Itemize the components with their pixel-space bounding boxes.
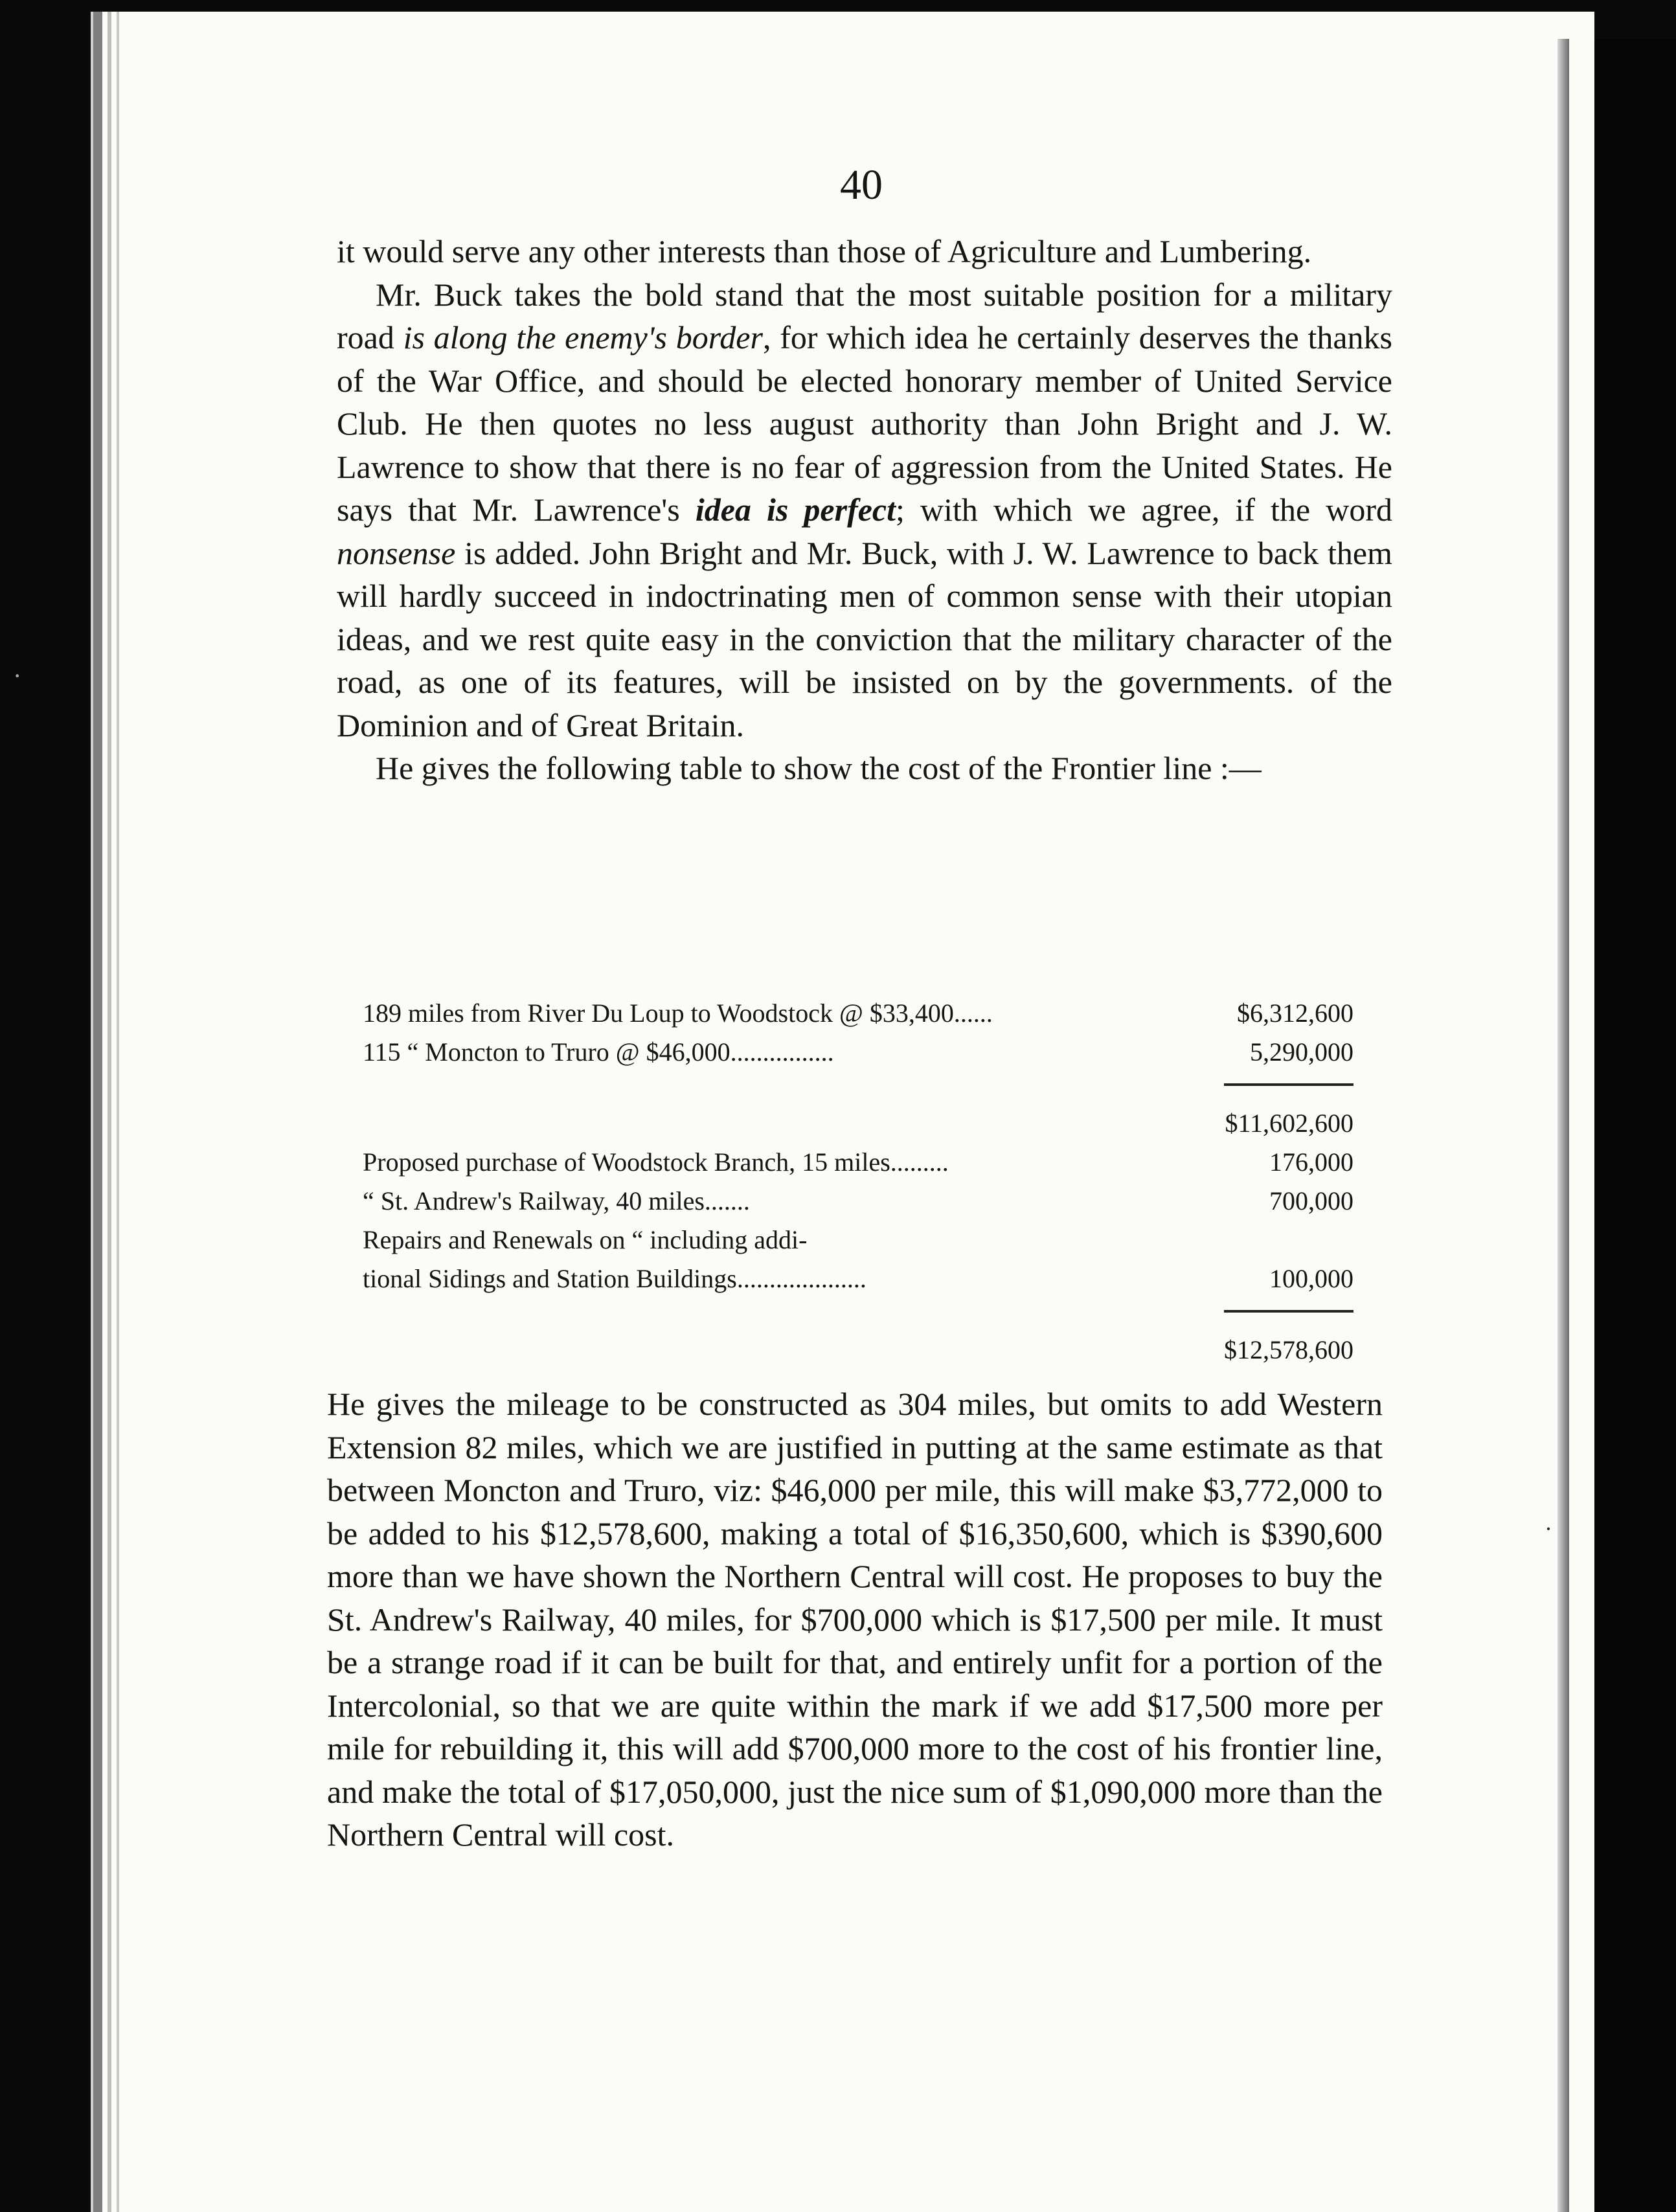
text-run: , for which idea he certainly deserves the thanks of the War Office, and should be elected honorary member of United Service Club. He then quotes no less august authority than John Bright and J. W. Lawrence to show that there is no fear of aggression from the United States. He says that Mr. Lawrence's: [337, 319, 1393, 528]
subtotal-rule: [1224, 1083, 1353, 1086]
row-description: Repairs and Renewals on “ including addi-: [363, 1225, 808, 1254]
table-row: [363, 1143, 1353, 1182]
table-row: [363, 1259, 1353, 1298]
page-right-edge: [1557, 39, 1569, 2212]
row-amount: 176,000: [1269, 1147, 1353, 1177]
paragraph-line: it would serve any other interests than those of Agriculture and: [337, 233, 1160, 269]
body-text-bottom: [327, 1382, 1383, 1857]
paragraph-buck: [337, 273, 1392, 747]
paragraph-mileage: He gives the mileage to be constructed as 304 miles, but omits to add Western Extension 82 miles, which we are justified in putting at the same estimate as that between Moncton and Truro, viz: $46,000 per mile, this will make $3,772,000 to be added to his $12,578,600, making a total of $16,350,600, which is $390,600 more than we have shown the Northern Central will cost. He proposes to buy the St. Andrew's Railway, 40 miles, for $700,000 which is $17,500 per mile. It must be a strange road if it can be built for that, and entirely unfit for a portion of the Intercolonial, so that we are quite within the mark if we add $17,500 more per mile for rebuilding it, this will add $700,000 more to the cost of his frontier line, and make the total of $17,050,000, just the nice sum of $1,090,000 more than the Northern Central will cost.: [327, 1386, 1383, 1853]
page-edge-line: [93, 12, 102, 2212]
italic-text: nonsense: [337, 534, 456, 571]
row-description: Proposed purchase of Woodstock Branch, 15 miles.........: [363, 1147, 949, 1177]
row-amount: 100,000: [1269, 1264, 1353, 1293]
row-description: “ St. Andrew's Railway, 40 miles.......: [363, 1186, 750, 1215]
table-row: [363, 1331, 1353, 1370]
row-amount: $6,312,600: [1237, 999, 1353, 1028]
row-amount: 700,000: [1269, 1186, 1353, 1215]
page-number: 40: [840, 161, 883, 209]
text-run: ; with which we agree, if the word: [896, 491, 1392, 528]
table-row: [363, 1033, 1353, 1072]
margin-mark: ·: [13, 661, 22, 690]
rule-row: [363, 1298, 1353, 1331]
text-run: is added. John Bright and Mr. Buck, with J. W. Lawrence to back them will hardly succeed in indoctrinating men of common sense with their utopian ideas, and we rest quite easy in the conviction that the military character of the road, as one of its features, will be insisted on by the governments. of the Dominion and of Great Britain.: [337, 534, 1392, 743]
row-description: 115 “ Moncton to Truro @ $46,000................: [363, 1037, 834, 1066]
paragraph-table-intro: He gives the following table to show the cost of the Frontier line :—: [376, 750, 1262, 786]
paragraph-continuation: [337, 230, 1392, 273]
text-run: Mr. Buck takes the bold stand that the most suitable position for a military road: [337, 276, 1392, 356]
total-rule: [1224, 1310, 1353, 1313]
table-row: [363, 994, 1353, 1033]
rule-row: [363, 1072, 1353, 1104]
body-text-top: [337, 230, 1392, 790]
margin-mark: ·: [1545, 1516, 1552, 1542]
italic-text: is along the enemy's border: [403, 319, 763, 356]
italic-text: idea is perfect: [695, 491, 896, 528]
page-edge-line: [108, 12, 111, 2212]
page-edge-line: [117, 12, 119, 2212]
table-row: [363, 1182, 1353, 1221]
table-row: [363, 1221, 1353, 1259]
cost-table: [363, 994, 1353, 1370]
total-amount: $12,578,600: [1224, 1335, 1353, 1364]
row-description: tional Sidings and Station Buildings....................: [363, 1264, 866, 1293]
row-description: 189 miles from River Du Loup to Woodstock @ $33,400......: [363, 999, 993, 1028]
paragraph-line: Lumbering.: [1159, 233, 1312, 269]
subtotal-amount: $11,602,600: [1225, 1109, 1353, 1138]
row-amount: 5,290,000: [1250, 1037, 1353, 1066]
table-row: [363, 1104, 1353, 1143]
